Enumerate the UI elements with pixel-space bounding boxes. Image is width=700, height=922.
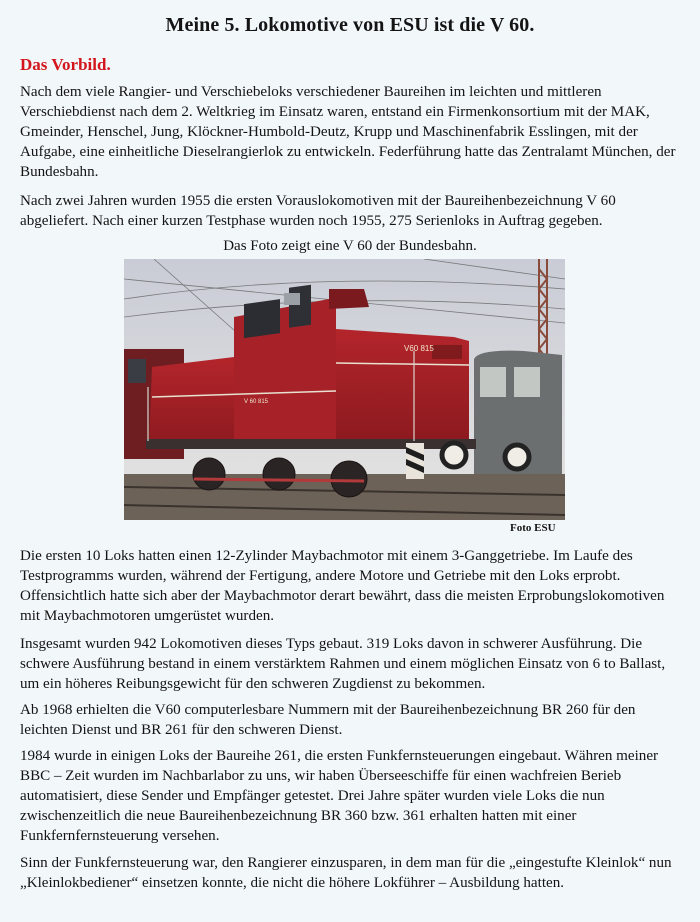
side-number-text: V 60 815 [244,399,269,405]
paragraph-5: Ab 1968 erhielten die V60 computerlesbare Nummern mit der Baureihenbezeichnung BR 260 für den leichten Dienst und BR 261 für den schweren Dienst. [20,702,636,738]
paragraph-7: Sinn der Funkfernsteuerung war, den Rangierer einzusparen, in dem man für die „eingestufte Kleinlok“ nun „Kleinlokbediener“ einsetzen konnte, die nicht die höhere Lokführer – Ausbildung hatten. [20,855,672,891]
paragraph-4: Insgesamt wurden 942 Lokomotiven dieses Typs gebaut. 319 Loks davon in schwerer Ausführung. Die schwere Ausführung bestand in einem verstärktem Rahmen und einem möglichen Einsatz von 6 to Ballast, um ein höheres Reibungsgewicht für den schweren Zugdienst zu bekommen. [20,636,666,692]
photo-credit: Foto ESU [510,522,556,534]
section-heading: Das Vorbild. [20,55,111,74]
paragraph-2: Nach zwei Jahren wurden 1955 die ersten Vorauslokomotiven mit der Baureihenbezeichnung V 60 abgeliefert. Nach einer kurzen Testphase wurden noch 1955, 275 Serienloks in Auftrag gegeben. [20,193,616,229]
paragraph-6: 1984 wurde in einigen Loks der Baureihe 261, die ersten Funkfernsteuerungen eingebaut. Währen meiner BBC – Zeit wurden im Nachbarlabor zu uns, wir haben Überseeschiffe für einen wachfreien Berieb automatisiert, diese Sender und Empfänger getestet. Drei Jahre später wurden viele Loks die nun zwischenzeitlich die neue Baureihenbezeichnung BR 360 bzw. 361 erhalten hatten mit einer Funkfernfernsteuerung versehen. [20,748,659,844]
photo-caption: Das Foto zeigt eine V 60 der Bundesbahn. [223,238,477,254]
locomotive-photo [124,259,565,520]
page-title: Meine 5. Lokomotive von ESU ist die V 60. [165,14,535,36]
cab-number-text: V60 815 [404,344,434,353]
paragraph-3: Die ersten 10 Loks hatten einen 12-Zylinder Maybachmotor mit einem 3-Ganggetriebe. Im Laufe des Testprogramms wurden, während der Fertigung, andere Motore und Getriebe mit den Loks erprobt. Offensichtlich hatte sich aber der Maybachmotor derart bewährt, dass die meisten Erprobungslokomotiven mit Maybachmotoren umgerüstet wurden. [20,548,665,624]
locomotive-illustration [124,259,565,520]
paragraph-1: Nach dem viele Rangier- und Verschiebeloks verschiedener Baureihen im leichten und mittleren Verschiebdienst nach dem 2. Weltkrieg im Einsatz waren, entstand ein Firmenkonsortium mit der MAK, Gmeinder, Henschel, Jung, Klöckner-Humbold-Deutz, Krupp und Maschinenfabrik Esslingen, mit der Aufgabe, eine einheitliche Dieselrangierlok zu entwickeln. Federführung hatte das Zentralamt München, der Bundesbahn. [20,84,676,180]
